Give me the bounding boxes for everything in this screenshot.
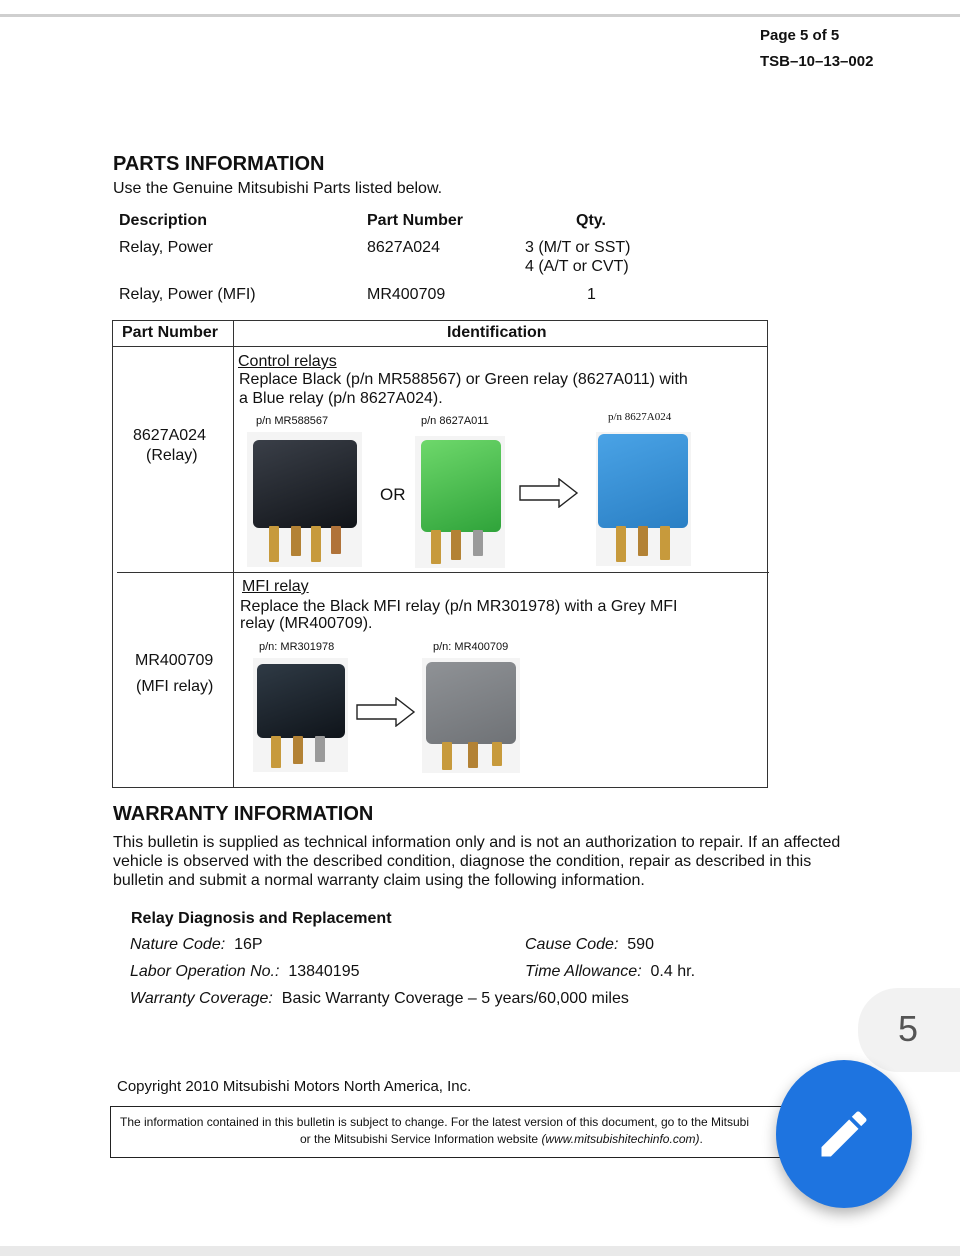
page-indicator-number: 5: [898, 1008, 919, 1049]
row1-text-line1: Replace Black (p/n MR588567) or Green relay (8627A011) with: [239, 371, 688, 388]
cause-code: [525, 936, 654, 954]
page-number: Page 5 of 5: [760, 27, 840, 44]
warranty-coverage-label: Warranty Coverage:: [130, 990, 273, 1007]
footer-note-period: .: [699, 1132, 703, 1146]
part-row-1-qty-alt: 4 (A/T or CVT): [525, 258, 629, 275]
labor-operation: [130, 963, 360, 981]
nature-code-value: 16P: [234, 936, 263, 953]
arrow-right-icon: [519, 478, 579, 508]
arrow-right-icon: [356, 697, 416, 727]
grey-mfi-relay-photo: [422, 658, 520, 773]
table-header-divider: [112, 346, 767, 347]
nature-code-label: Nature Code:: [130, 936, 226, 953]
viewer-top-bar: [0, 0, 960, 17]
labor-operation-label: Labor Operation No.:: [130, 963, 280, 980]
edit-button[interactable]: [776, 1060, 912, 1208]
row1-text-line2: a Blue relay (p/n 8627A024).: [239, 390, 443, 407]
green-relay-photo: [415, 436, 505, 568]
labor-operation-value: 13840195: [288, 963, 360, 980]
row2-heading: MFI relay: [242, 578, 309, 595]
warranty-coverage: [130, 990, 629, 1008]
row2-caption-black: p/n: MR301978: [259, 641, 335, 653]
black-relay-photo: [247, 432, 362, 567]
warranty-para-line1: This bulletin is supplied as technical information only and is not an authorization to repair. If an affected: [113, 834, 841, 851]
time-allowance-value: 0.4 hr.: [650, 963, 696, 980]
nature-code: [130, 936, 263, 954]
id-col-part-number: Part Number: [122, 324, 219, 341]
part-row-2-number: MR400709: [367, 286, 446, 303]
or-label: OR: [380, 485, 406, 504]
warranty-para-line2: vehicle is observed with the described condition, diagnose the condition, repair as described in this: [113, 853, 812, 870]
id-col-identification: Identification: [447, 324, 547, 341]
row1-heading: Control relays: [238, 353, 337, 370]
row2-part-number: MR400709: [135, 652, 214, 669]
time-allowance: [525, 963, 695, 981]
table-col-divider: [233, 320, 234, 787]
parts-intro: Use the Genuine Mitsubishi Parts listed below.: [113, 180, 443, 197]
table-row-divider: [117, 572, 769, 573]
part-row-2-description: Relay, Power (MFI): [119, 286, 256, 303]
part-row-1-description: Relay, Power: [119, 239, 213, 256]
row2-text-line1: Replace the Black MFI relay (p/n MR301978) with a Grey MFI: [240, 598, 678, 615]
page-indicator[interactable]: [858, 988, 960, 1072]
part-row-1-number: 8627A024: [367, 239, 440, 256]
warranty-subtitle: Relay Diagnosis and Replacement: [131, 910, 392, 927]
footer-note-link[interactable]: (www.mitsubishitechinfo.com): [541, 1132, 700, 1146]
black-mfi-relay-photo: [253, 658, 348, 772]
col-description: Description: [119, 212, 208, 229]
cause-code-label: Cause Code:: [525, 936, 619, 953]
warranty-title: WARRANTY INFORMATION: [113, 803, 374, 825]
row2-text-line2: relay (MR400709).: [240, 615, 373, 632]
row1-part-number: 8627A024: [133, 427, 206, 444]
row1-caption-black: p/n MR588567: [256, 415, 329, 427]
viewer-bottom-bar: [0, 1246, 960, 1256]
footer-note-text: or the Mitsubishi Service Information website: [300, 1132, 542, 1146]
row1-part-type: (Relay): [146, 447, 198, 464]
part-row-1-qty: 3 (M/T or SST): [525, 239, 631, 256]
row1-caption-blue: p/n 8627A024: [608, 411, 672, 423]
col-qty: Qty.: [576, 212, 606, 229]
row2-part-type: (MFI relay): [136, 678, 214, 695]
parts-title: PARTS INFORMATION: [113, 153, 325, 175]
row2-caption-grey: p/n: MR400709: [433, 641, 509, 653]
time-allowance-label: Time Allowance:: [525, 963, 642, 980]
blue-relay-photo: [596, 432, 691, 566]
col-part-number: Part Number: [367, 212, 464, 229]
part-row-2-qty: 1: [587, 286, 596, 303]
bulletin-number: TSB–10–13–002: [760, 53, 874, 70]
copyright: Copyright 2010 Mitsubishi Motors North America, Inc.: [117, 1078, 472, 1095]
warranty-coverage-value: Basic Warranty Coverage – 5 years/60,000 miles: [281, 990, 629, 1007]
footer-note-line2: [300, 1132, 703, 1146]
warranty-para-line3: bulletin and submit a normal warranty claim using the following information.: [113, 872, 645, 889]
footer-note-line1: The information contained in this bulletin is subject to change. For the latest version of this document, go to the Mitsubi: [120, 1115, 750, 1129]
pencil-icon: [814, 1104, 874, 1164]
cause-code-value: 590: [627, 936, 654, 953]
row1-caption-green: p/n 8627A011: [421, 415, 489, 427]
